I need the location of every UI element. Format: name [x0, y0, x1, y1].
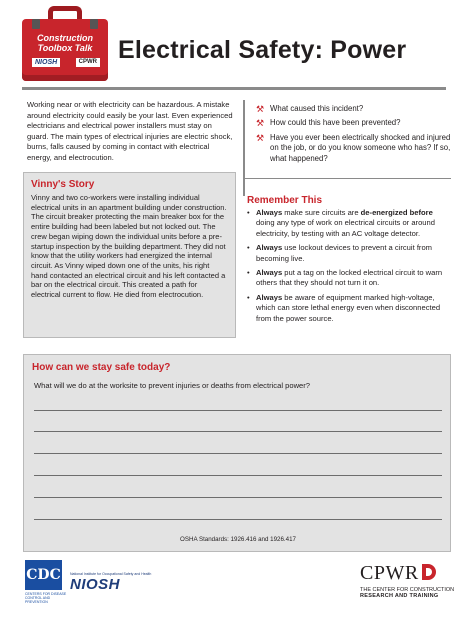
bullet-icon: •: [247, 243, 250, 253]
cpwr-logo: [360, 562, 454, 599]
stay-safe-prompt: What will we do at the worksite to prevent injuries or deaths from electrical power?: [34, 381, 311, 390]
badge-logos: [32, 58, 100, 67]
remember-item: [247, 208, 452, 239]
stay-safe-title: How can we stay safe today?: [32, 362, 171, 373]
niosh-subtitle: National Institute for Occupational Safety and Health: [70, 572, 152, 576]
header-divider: [22, 87, 446, 90]
column-divider: [243, 100, 245, 196]
cpwr-mark-arc: [426, 564, 436, 580]
stay-safe-box: [23, 354, 451, 552]
niosh-wordmark: NIOSH: [70, 576, 121, 593]
toolbox-talk-badge: [22, 6, 108, 84]
remember-list: [247, 208, 452, 328]
remember-title: Remember This: [247, 195, 323, 206]
cdc-logo: CDC: [25, 560, 62, 590]
wrench-icon: ⚒: [256, 118, 265, 129]
question-item: [256, 118, 451, 128]
cdc-subtitle: CENTERS FOR DISEASE CONTROL AND PREVENTION: [25, 592, 67, 604]
intro-paragraph: Working near or with electricity can be hazardous. A mistake around electricity could easily be your last. Even experienced electricians and electrical power installers must stay on guard. The main types of electrical injuries are electric shock, burns, falls caused by coming in contact with electrical energy, and electrocution.: [27, 100, 233, 162]
question-text: What caused this incident?: [270, 104, 364, 113]
badge-cpwr-logo: CPWR: [76, 58, 100, 67]
story-text: Vinny and two co-workers were installing individual electrical units in an apartment building under construction. The circuit breaker protecting the main breaker box for the entire building had been labeled but not locked out. The crew began wiping down the individual units before a pre-startup inspection by the building department. They did not know that the utility workers had energized the internal circuit. As Vinny wiped down one of the units, his right hand contacted an electrical circuit and his left contacted a bar on the electrical circuit. This created a path for electrical current to flow. He died from electrocution.: [31, 193, 227, 300]
remember-text: doing any type of work on electrical circuits or around electricity, by testing with an AC voltage detector.: [256, 218, 435, 238]
remember-lead: Always: [256, 292, 283, 302]
osha-standards: OSHA Standards: 1926.416 and 1926.417: [180, 536, 296, 543]
remember-strong: de-energized before: [360, 208, 433, 217]
remember-lead: Always: [256, 243, 283, 253]
page-title: Electrical Safety: Power: [118, 36, 407, 64]
remember-item: [247, 293, 452, 324]
remember-item: [247, 243, 452, 264]
remember-lead: Always: [256, 268, 283, 278]
writing-line[interactable]: [34, 453, 442, 454]
cpwr-tagline-1: THE CENTER FOR CONSTRUCTION: [360, 587, 455, 593]
writing-line[interactable]: [34, 431, 442, 432]
toolbox-handle: [48, 6, 82, 20]
discussion-questions: [256, 104, 451, 168]
questions-divider: [245, 178, 451, 179]
wrench-icon: ⚒: [256, 104, 265, 114]
badge-line2: Toolbox Talk: [37, 43, 93, 53]
question-item: [256, 104, 451, 114]
question-item: [256, 133, 451, 164]
remember-text: be aware of equipment marked high-voltage, which can store lethal energy even when disconnected from the power source.: [256, 292, 441, 323]
writing-line[interactable]: [34, 497, 442, 498]
remember-lead: Always: [256, 208, 283, 217]
story-box: [23, 172, 236, 338]
cpwr-wordmark: CPWR: [360, 562, 419, 584]
badge-niosh-logo: NIOSH: [32, 58, 60, 67]
bullet-icon: •: [247, 208, 250, 217]
writing-line[interactable]: [34, 475, 442, 476]
writing-line[interactable]: [34, 410, 442, 411]
bullet-icon: •: [247, 268, 250, 278]
niosh-logo: [70, 572, 151, 593]
toolbox-latch-left: [32, 19, 40, 29]
remember-text: use lockout devices to prevent a circuit from becoming live.: [256, 243, 433, 263]
badge-line1: Construction: [37, 33, 93, 43]
wrench-icon: ⚒: [256, 132, 265, 143]
bullet-icon: •: [247, 292, 250, 302]
remember-text: put a tag on the locked electrical circuit to warn others that they should not turn it on.: [256, 268, 443, 288]
story-title: Vinny's Story: [31, 179, 95, 190]
remember-item: [247, 268, 452, 289]
remember-text: make sure circuits are: [282, 208, 361, 217]
question-text: Have you ever been electrically shocked and injured on the job, or do you know someone who has? If so, what happened?: [270, 132, 451, 163]
cpwr-tagline-2: RESEARCH AND TRAINING: [360, 593, 439, 599]
writing-line[interactable]: [34, 519, 442, 520]
question-text: How could this have been prevented?: [270, 118, 401, 128]
toolbox-latch-right: [90, 19, 98, 29]
